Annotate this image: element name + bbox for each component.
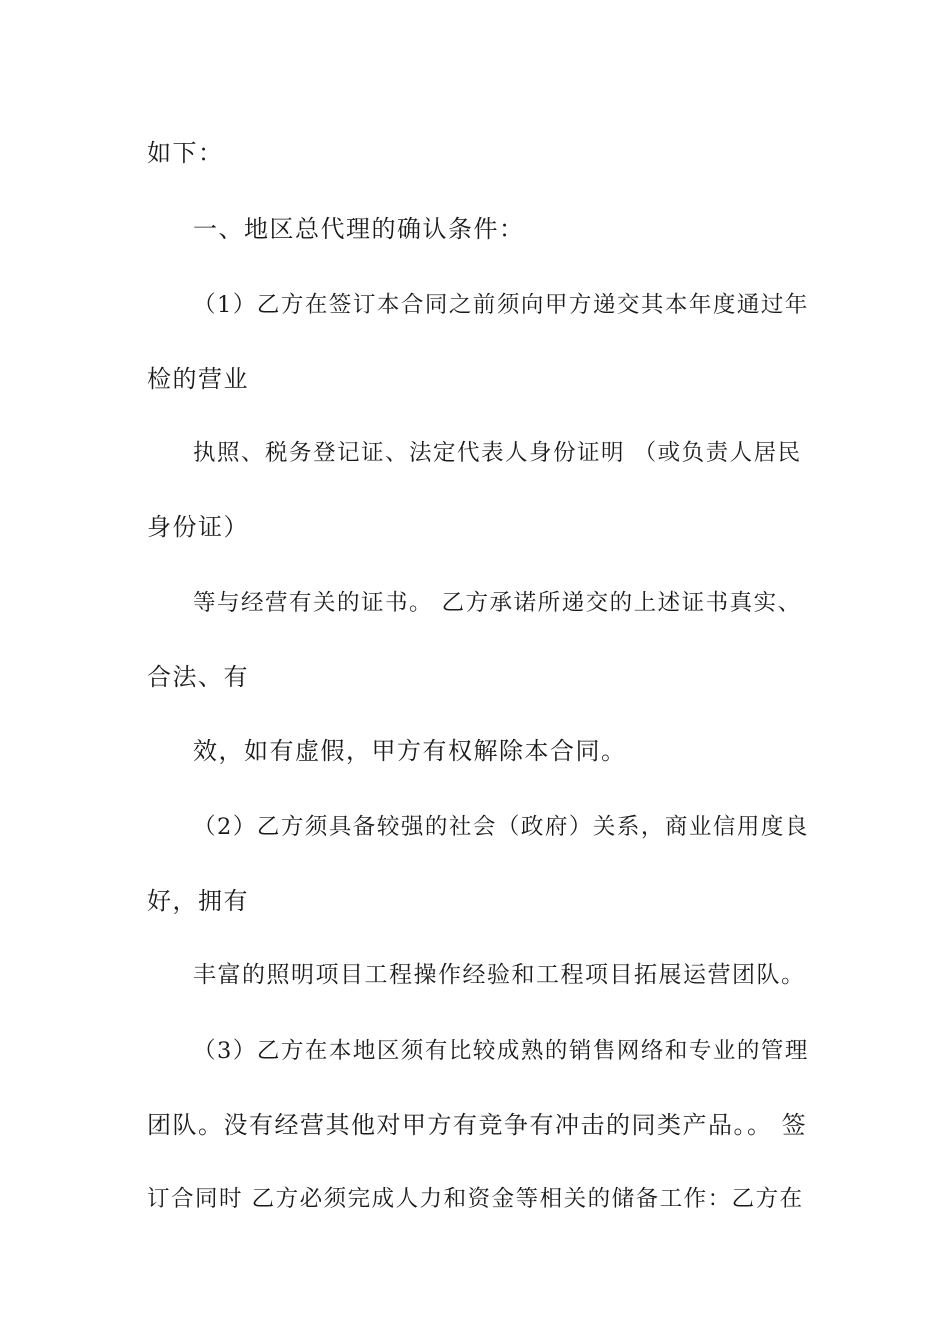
text-line: （2）乙方须具备较强的社会（政府）关系，商业信用度良 [193,814,809,840]
text-line: （1）乙方在签订本合同之前须向甲方递交其本年度通过年 [193,292,809,318]
text-line: 身份证） [147,513,249,541]
text-line: 好，拥有 [147,887,249,915]
text-line: 如下： [147,139,224,167]
text-line: 丰富的照明项目工程操作经验和工程项目拓展运营团队。 [193,962,806,988]
text-line: 团队。没有经营其他对甲方有竞争有冲击的同类产品。。 签 [147,1111,808,1139]
text-line: 合法、有 [147,663,249,691]
text-line: 效，如有虚假，甲方有权解除本合同。 [193,737,627,765]
section-heading: 一、地区总代理的确认条件： [193,215,525,243]
text-line: 检的营业 [147,365,249,393]
text-line: 订合同时 乙方必须完成人力和资金等相关的储备工作：乙方在 [147,1186,804,1212]
text-line: 执照、税务登记证、法定代表人身份证明 （或负责人居民 [193,440,802,466]
text-line: （3）乙方在本地区须有比较成熟的销售网络和专业的管理 [193,1038,809,1064]
text-line: 等与经营有关的证书。 乙方承诺所递交的上述证书真实、 [193,590,802,616]
